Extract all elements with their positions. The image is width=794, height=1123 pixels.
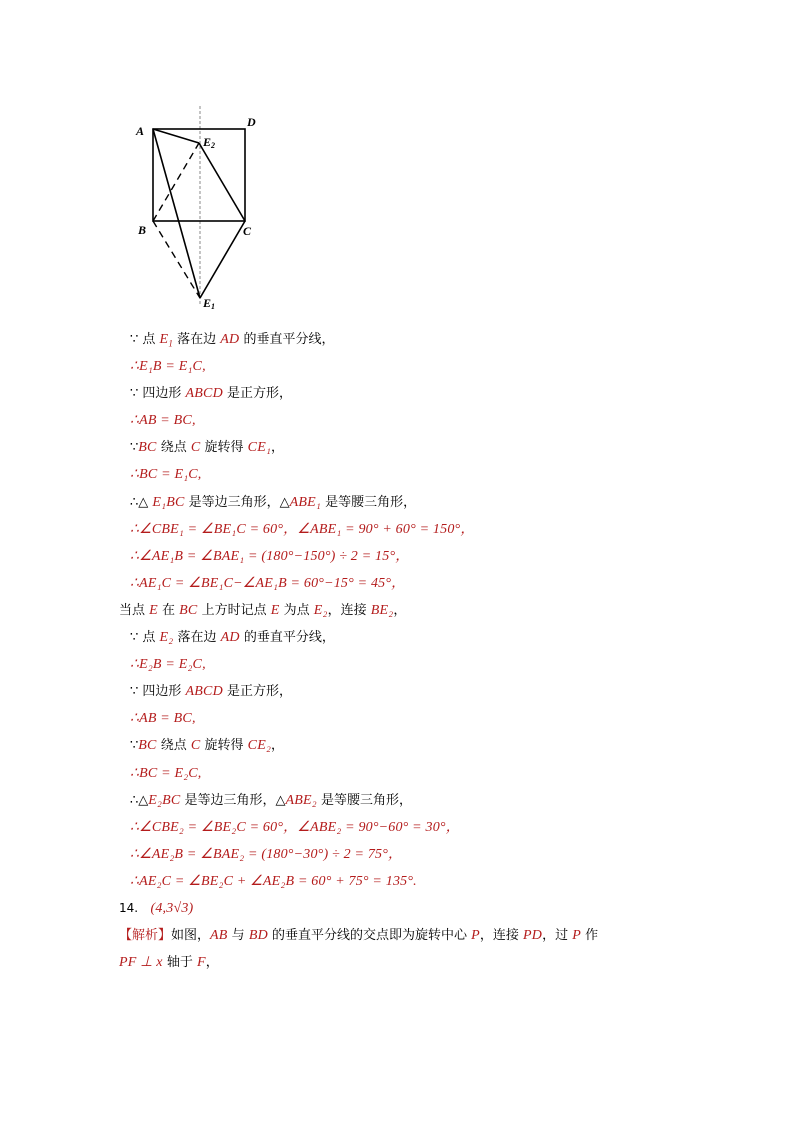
- solution-line: 当点 E 在 BC 上方时记点 E 为点 E₂，连接 BE₂，: [119, 602, 407, 618]
- solution-line: ∴∠CBE₂ = ∠BE₂C = 60°，∠ABE₂ = 90°−60° = 30°，: [130, 819, 460, 835]
- solution-line: ∴∠CBE₁ = ∠BE₁C = 60°，∠ABE₁ = 90° + 60° = 150°，: [130, 521, 475, 537]
- label-a: A: [136, 124, 145, 138]
- segment-e2c: [199, 143, 245, 221]
- solution-line: ∴BC = E₁C,: [130, 467, 202, 483]
- geometry-figure: [130, 104, 270, 314]
- solution-line: ∴E₂B = E₂C,: [130, 657, 206, 673]
- solution-line: ∴E₁B = E₁C,: [130, 359, 206, 375]
- square-rotation-diagram: [130, 104, 270, 314]
- solution-line: ∴△ E₁BC 是等边三角形，△ABE₁ 是等腰三角形，: [130, 494, 417, 510]
- segment-ae2: [153, 129, 199, 143]
- solution-line: ∴BC = E₂C,: [130, 765, 202, 781]
- segment-be1-dashed: [153, 221, 200, 298]
- solution-line: ∴AE₁C = ∠BE₁C−∠AE₁B = 60°−15° = 45°，: [130, 575, 406, 591]
- solution-line: ∴AE₂C = ∠BE₂C + ∠AE₂B = 60° + 75° = 135°.: [130, 873, 417, 889]
- solution-line: ∴∠AE₂B = ∠BAE₂ = (180°−30°) ÷ 2 = 75°，: [130, 846, 403, 862]
- solution-line: ∵BC 绕点 C 旋转得 CE₂，: [130, 738, 285, 754]
- solution-line: ∵BC 绕点 C 旋转得 CE₁，: [130, 440, 285, 456]
- solution-line: ∴△E₂BC 是等边三角形，△ABE₂ 是等腰三角形，: [130, 792, 412, 808]
- solution-line: ∵ 点 $E_1$ 落在边 AD 的垂直平分线，: [130, 332, 335, 349]
- analysis-line: PF ⊥ x 轴于 F，: [119, 955, 219, 971]
- segment-ce1: [200, 221, 245, 298]
- solution-lines: [119, 326, 679, 976]
- label-b: B: [138, 223, 147, 237]
- solution-line: ∵ 四边形 ABCD 是正方形，: [130, 684, 293, 700]
- solution-line: ∴AB = BC,: [130, 413, 196, 429]
- question-14-answer: [119, 895, 679, 922]
- label-e2: E2: [203, 135, 216, 150]
- solution-line: ∴∠AE₁B = ∠BAE₁ = (180°−150°) ÷ 2 = 15°，: [130, 548, 410, 564]
- analysis-tag: 【解析】: [119, 928, 172, 944]
- solution-line: ∵ 四边形 ABCD 是正方形，: [130, 386, 293, 402]
- solution-line: ∵ 点 E₂ 落在边 AD 的垂直平分线，: [130, 630, 335, 646]
- answer-value: (4,3√3): [150, 900, 194, 916]
- label-d: D: [247, 115, 256, 129]
- question-number: 14.: [119, 900, 139, 915]
- label-e1: E1: [203, 296, 216, 311]
- label-c: C: [243, 224, 252, 238]
- analysis-line: 【解析】如图，AB 与 BD 的垂直平分线的交点即为旋转中心 P，连接 PD，过 P 作: [119, 928, 599, 944]
- solution-line: ∴AB = BC,: [130, 711, 196, 727]
